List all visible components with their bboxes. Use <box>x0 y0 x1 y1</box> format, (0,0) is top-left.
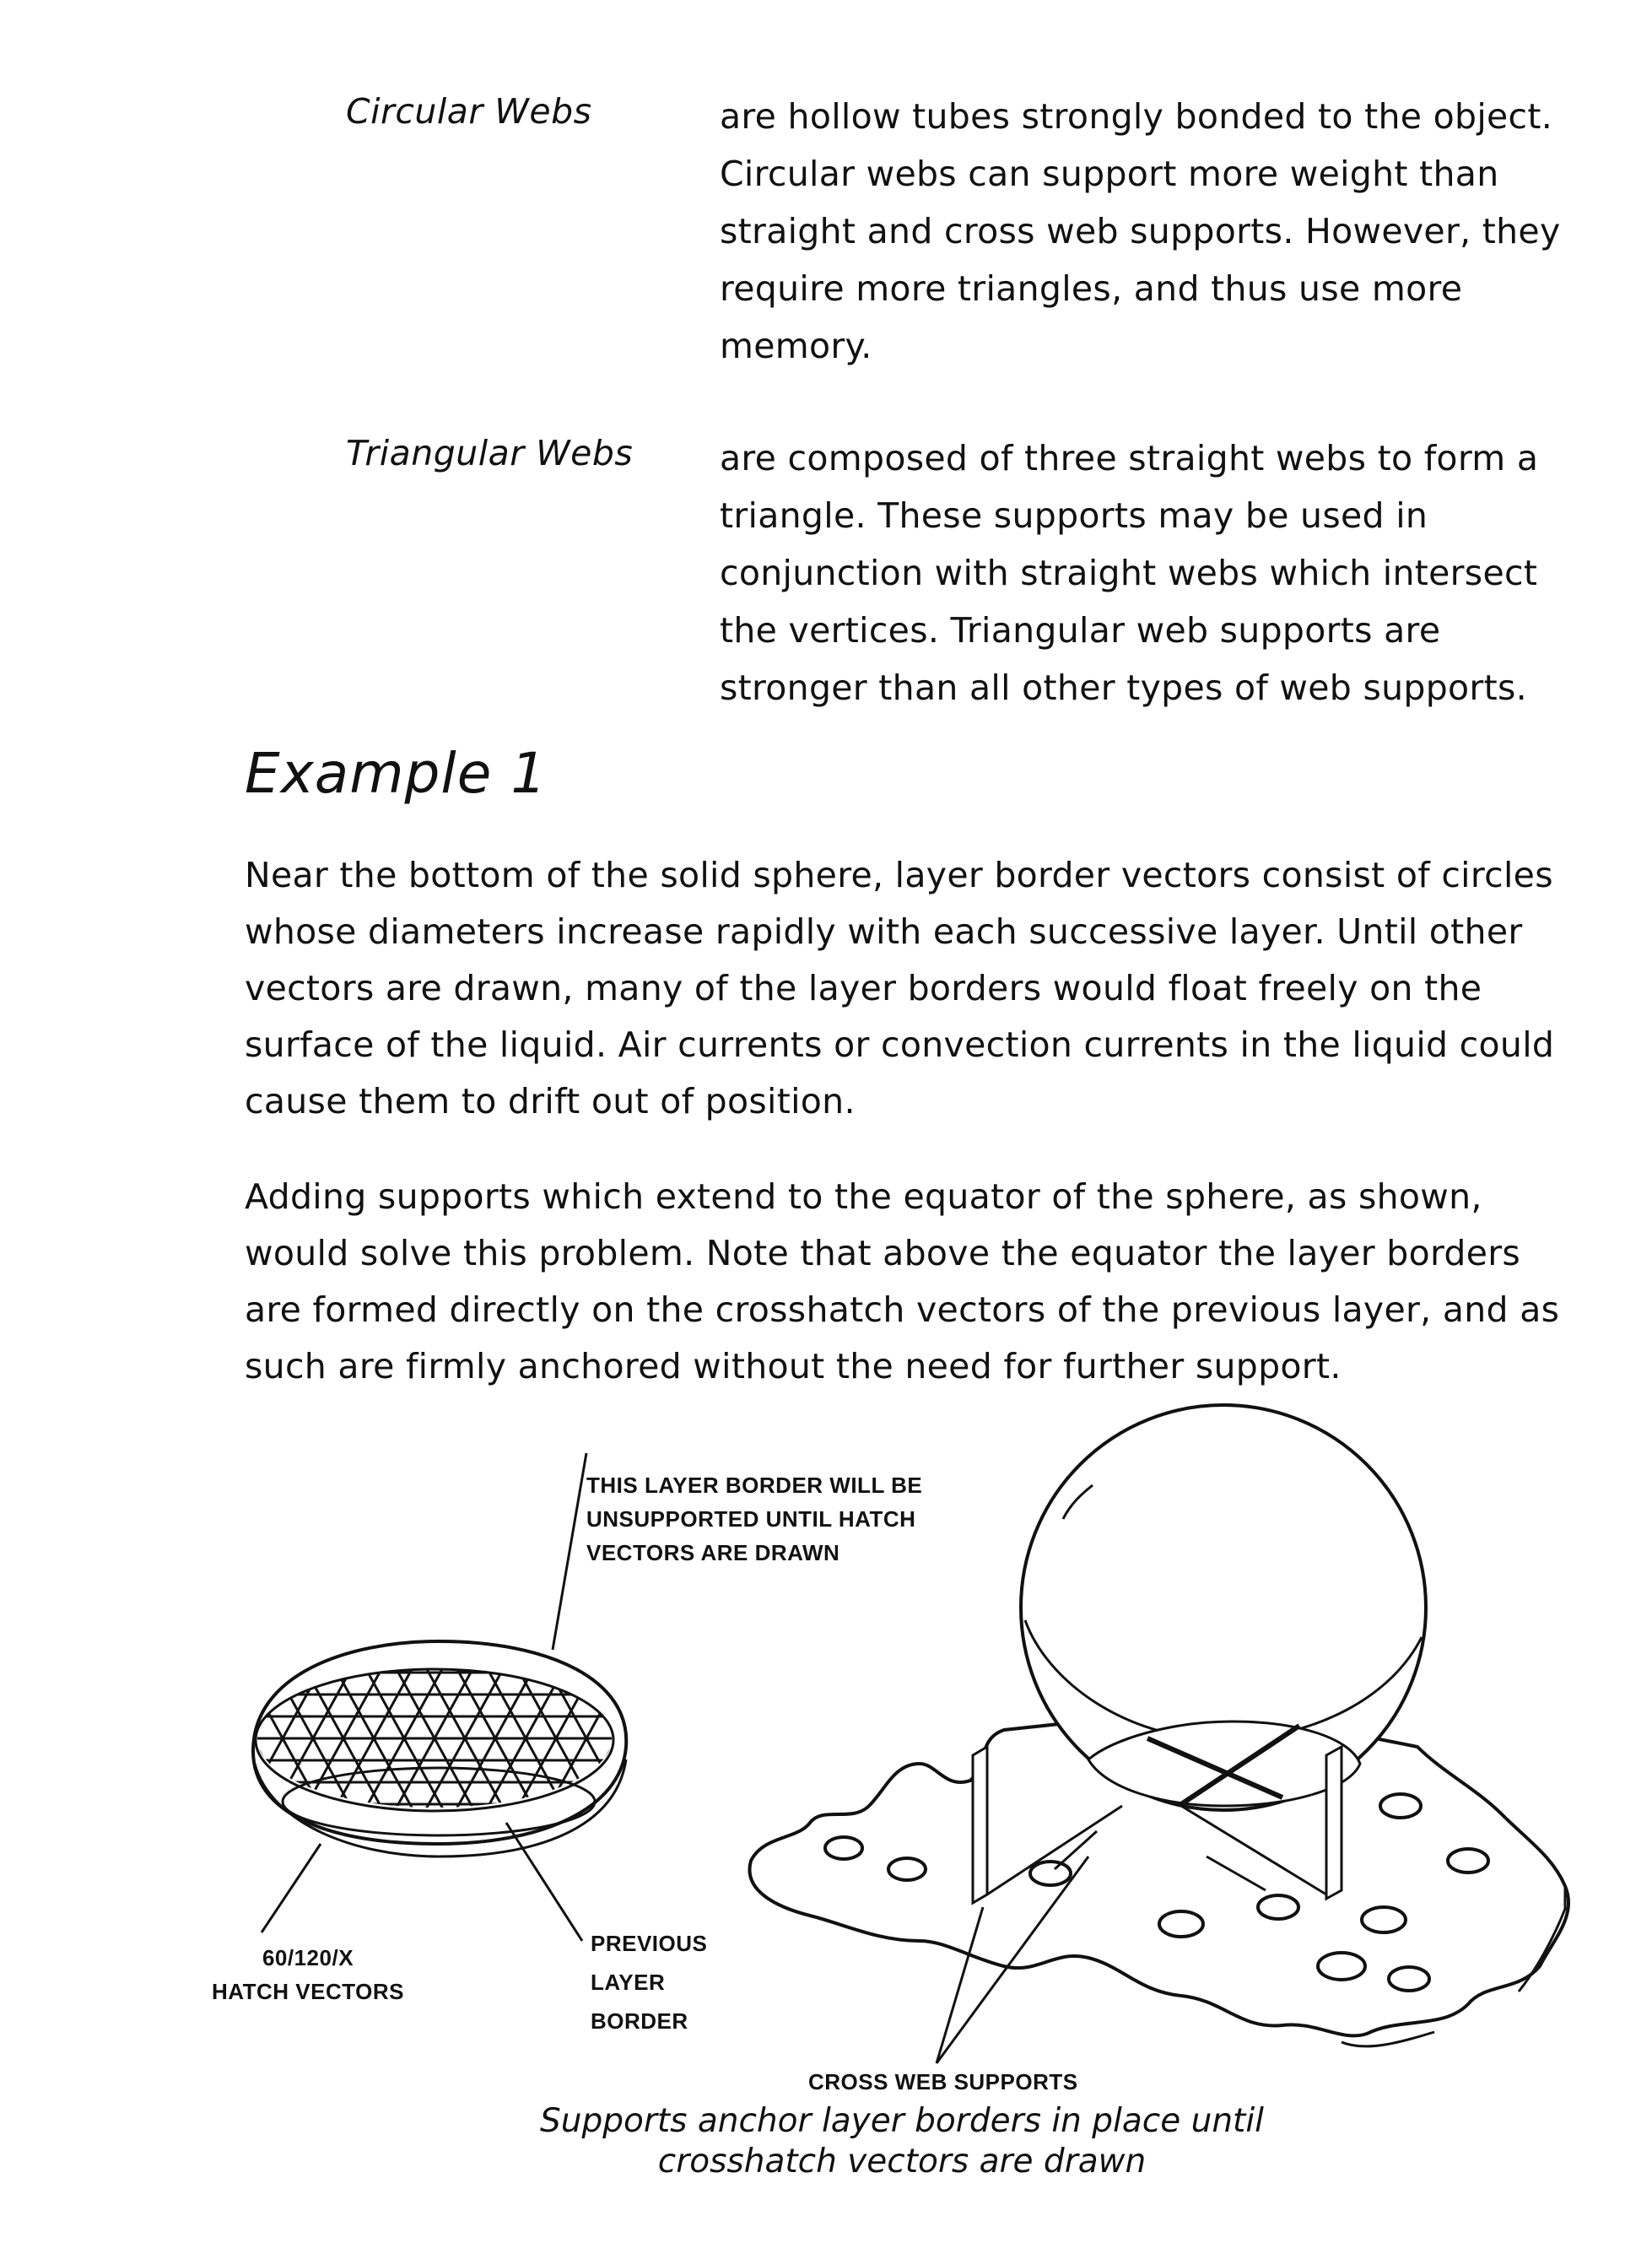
cross-web-support-left <box>973 1747 987 1903</box>
figure-caption <box>76 2101 1652 2182</box>
label-unsupported-layer-border <box>586 1468 922 1570</box>
label-hatch-vectors <box>194 1941 422 2008</box>
hole <box>1030 1862 1071 1885</box>
example-heading: Example 1 <box>245 741 547 806</box>
label-cross-web-supports <box>808 2065 1078 2099</box>
paragraph-line: Near the bottom of the solid sphere, layer border vectors consist of circles <box>245 847 1554 904</box>
label-line: THIS LAYER BORDER WILL BE <box>586 1468 922 1502</box>
hatch-vector <box>0 1519 221 1958</box>
cross-web-support-right <box>1326 1747 1342 1899</box>
hole <box>1258 1895 1298 1919</box>
paragraph-line: surface of the liquid. Air currents or convection currents in the liquid could <box>245 1017 1554 1073</box>
leader-hatch <box>262 1844 321 1932</box>
hole <box>1362 1907 1406 1932</box>
paragraph-line: Adding supports which extend to the equator of the sphere, as shown, <box>245 1169 1559 1225</box>
definition-line: the vertices. Triangular web supports are <box>720 602 1652 659</box>
caption-line: crosshatch vectors are drawn <box>76 2142 1652 2182</box>
label-line: UNSUPPORTED UNTIL HATCH <box>586 1502 922 1536</box>
hole <box>1159 1911 1203 1937</box>
hatch-vector <box>10 1519 251 1958</box>
hatch-vector <box>0 1519 221 1958</box>
label-line: CROSS WEB SUPPORTS <box>808 2065 1078 2099</box>
definition-line: stronger than all other types of web supports. <box>720 659 1652 716</box>
caption-line: Supports anchor layer borders in place until <box>76 2101 1652 2142</box>
paragraph-line: whose diameters increase rapidly with each successive layer. Until other <box>245 904 1554 960</box>
term-triangular-webs: Triangular Webs <box>346 433 633 473</box>
paragraph-line: such are firmly anchored without the need for further support. <box>245 1338 1559 1395</box>
hatch-vector <box>0 1519 191 1958</box>
definition-line: are hollow tubes strongly bonded to the object. <box>720 88 1652 145</box>
label-line: HATCH VECTORS <box>194 1975 422 2008</box>
label-line: PREVIOUS <box>591 1924 707 1963</box>
definition-line: conjunction with straight webs which intersect <box>720 544 1652 602</box>
sphere-support-figure <box>0 0 1652 2243</box>
term-circular-webs: Circular Webs <box>346 91 591 132</box>
definition-line: require more triangles, and thus use more <box>720 260 1652 317</box>
paragraph-line: vectors are drawn, many of the layer borders would float freely on the <box>245 960 1554 1017</box>
disk-side-lower <box>255 1759 626 1857</box>
paragraph-line: cause them to drift out of position. <box>245 1073 1554 1130</box>
paragraph-line: are formed directly on the crosshatch vectors of the previous layer, and as <box>245 1282 1559 1338</box>
leader-unsupported <box>553 1453 586 1650</box>
label-line: 60/120/X <box>194 1941 422 1975</box>
definition-line: are composed of three straight webs to form a <box>720 430 1652 487</box>
hole <box>1389 1967 1429 1991</box>
hole <box>888 1858 926 1880</box>
label-previous-layer-border <box>591 1924 707 2040</box>
definition-line: memory. <box>720 317 1652 375</box>
hole <box>1318 1953 1365 1980</box>
hole <box>1448 1849 1488 1873</box>
hatch-vector <box>40 1519 282 1958</box>
paragraph-line: would solve this problem. Note that above the equator the layer borders <box>245 1225 1559 1282</box>
hole <box>825 1837 862 1859</box>
label-line: LAYER <box>591 1963 707 2002</box>
label-line: BORDER <box>591 2002 707 2040</box>
hatch-vector <box>40 1519 282 1958</box>
leader-previous <box>506 1823 582 1941</box>
definition-line: Circular webs can support more weight than <box>720 145 1652 203</box>
hatch-vector <box>0 1519 191 1958</box>
leader-lines-left <box>262 1453 586 1941</box>
definition-line: straight and cross web supports. However, they <box>720 203 1652 260</box>
definition-line: triangle. These supports may be used in <box>720 487 1652 544</box>
label-line: VECTORS ARE DRAWN <box>586 1536 922 1570</box>
hole <box>1380 1794 1421 1818</box>
hatch-vector <box>10 1519 251 1958</box>
